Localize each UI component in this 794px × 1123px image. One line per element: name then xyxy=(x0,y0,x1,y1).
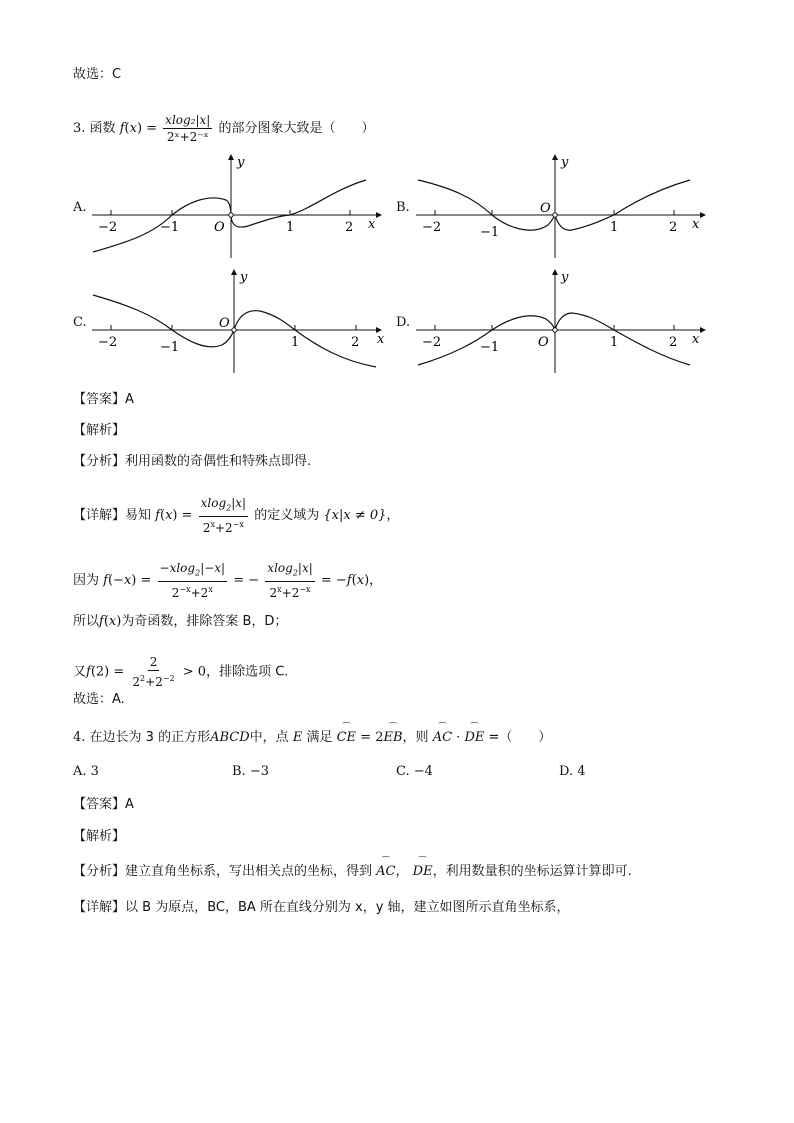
detail-text: 易知 xyxy=(125,508,152,524)
fenxi-tag: 【分析】 xyxy=(73,454,126,469)
q3-func-name: f xyxy=(119,121,125,136)
fenxi-text: 利用函数的奇偶性和特殊点即得. xyxy=(125,454,312,469)
graph-option-d xyxy=(412,265,707,375)
detail-text: 为奇函数，排除答案 B，D； xyxy=(121,614,288,629)
origin-label: O xyxy=(540,201,551,216)
tick-label: 1 xyxy=(610,335,619,350)
detail-text: 的定义域为 xyxy=(254,508,320,524)
detail-text: ， xyxy=(386,508,400,524)
x-axis-label: x xyxy=(692,217,700,232)
fenxi-text: ，利用数量积的坐标运算计算即可. xyxy=(432,864,632,879)
tick-label: 1 xyxy=(286,220,295,235)
fenxi-tag: 【分析】 xyxy=(73,864,126,879)
q4-stem-text: 中，点 xyxy=(249,730,289,745)
detail-tag: 【详解】 xyxy=(73,900,126,915)
q4-stem-text: 满足 xyxy=(306,730,333,745)
q4-analysis-heading: 【解析】 xyxy=(73,829,126,844)
fenxi-text: 建立直角坐标系，写出相关点的坐标，得到 xyxy=(125,864,373,879)
q4-option-c: C. −4 xyxy=(396,764,433,779)
q4-detail xyxy=(73,898,570,918)
q3-number: 3. xyxy=(73,121,86,136)
x-axis-label: x xyxy=(377,332,385,347)
point-e: E xyxy=(292,730,303,745)
q3-stem: 3. 函数 f(x) = $\frac{\text{xlog₂|x|}}{\text{2ˣ+2⁻ˣ}}$ 的部分图象大致是（ ） xyxy=(73,113,375,144)
q3-fraction xyxy=(163,112,212,145)
q3-analysis-heading: 【解析】 xyxy=(73,423,126,438)
tick-label: 1 xyxy=(610,220,619,235)
y-axis-label: y xyxy=(561,270,569,285)
domain-set: {x|x ≠ 0} xyxy=(323,508,387,524)
answer-value: A xyxy=(125,797,134,812)
detail-text: 所以 xyxy=(73,614,100,629)
tick-label: 2 xyxy=(669,335,678,350)
tick-label: 1 xyxy=(291,335,300,350)
option-c-label: C. xyxy=(73,315,87,330)
q4-stem-text: =（ ） xyxy=(488,730,552,745)
x-axis-label: x xyxy=(692,332,700,347)
tick-label: −2 xyxy=(98,220,118,235)
q3-detail-4: 又f(2) = $\frac{2}{2^2+2^{-2}}$ > 0，排除选项 C. xyxy=(73,655,289,689)
tick-label: −2 xyxy=(98,335,118,350)
tick-label: −1 xyxy=(480,225,500,240)
detail-text: 因为 xyxy=(73,573,100,589)
tick-label: 2 xyxy=(351,335,360,350)
q4-stem: 4. 在边长为 3 的正方形ABCD中，点 E 满足 ⁀ CE = 2⁀ EB，则 ⁀ AC · ⁀ DE =（ ） xyxy=(73,728,551,748)
detail-tag: 【详解】 xyxy=(73,508,126,524)
origin-label: O xyxy=(219,316,230,331)
q3-stem-prefix: 函数 xyxy=(89,121,116,136)
option-d-label: D. xyxy=(396,315,411,330)
answer-value: A xyxy=(125,392,134,407)
detail-text: ，排除选项 C. xyxy=(206,664,289,680)
square-name: ABCD xyxy=(210,730,250,745)
x-axis-label: x xyxy=(368,217,376,232)
answer-tag: 【答案】 xyxy=(73,392,126,407)
q4-stem-text: 在边长为 3 的正方形 xyxy=(89,730,211,745)
q3-numerator: xlog₂|x| xyxy=(165,113,211,127)
q4-option-a: A. 3 xyxy=(73,764,99,779)
q4-fenxi: 【分析】建立直角坐标系，写出相关点的坐标，得到 ⁀ AC， ⁀ DE，利用数量积的坐标运算计算即可. xyxy=(73,862,632,882)
q4-option-b: B. −3 xyxy=(232,764,269,779)
detail-text: 以 B 为原点，BC，BA 所在直线分别为 x，y 轴，建立如图所示直角坐标系， xyxy=(125,900,570,915)
q3-detail-2: 因为 f(−x) = $\frac{-xlog_2|-x|}{2^{-x}+2^x}$ = − $\frac{xlog_2|x|}{2^x+2^{-x}}$ = −f(x)， xyxy=(73,561,383,601)
previous-answer: 故选：C xyxy=(73,67,122,82)
q3-denominator: 2ˣ+2⁻ˣ xyxy=(166,130,209,144)
q3-answer xyxy=(73,390,134,410)
y-axis-label: y xyxy=(240,270,248,285)
tick-label: −2 xyxy=(422,220,442,235)
q3-detail-1: 【详解】易知 f(x) = $\frac{xlog_2|x|}{2^x+2^{-x}}$ 的定义域为 {x|x ≠ 0}， xyxy=(73,496,400,536)
graph-option-b xyxy=(412,150,707,260)
tick-label: −2 xyxy=(422,335,442,350)
origin-label: O xyxy=(538,335,549,350)
q3-func-var: x xyxy=(129,121,137,136)
q3-stem-suffix: 的部分图象大致是（ ） xyxy=(218,121,375,136)
q3-fenxi xyxy=(73,452,311,472)
q3-conclusion: 故选：A. xyxy=(73,692,125,707)
answer-tag: 【答案】 xyxy=(73,797,126,812)
q4-option-d: D. 4 xyxy=(559,764,586,779)
q4-stem-text: ，则 xyxy=(402,730,429,745)
detail-text: ， xyxy=(369,573,383,589)
q4-number: 4. xyxy=(73,730,86,745)
option-a-label: A. xyxy=(73,200,87,215)
tick-label: −1 xyxy=(160,220,180,235)
origin-label: O xyxy=(214,220,225,235)
tick-label: 2 xyxy=(345,220,354,235)
detail-text: 又 xyxy=(73,664,87,680)
option-b-label: B. xyxy=(396,200,410,215)
y-axis-label: y xyxy=(237,155,245,170)
graph-option-a xyxy=(88,150,383,260)
fenxi-text: ， xyxy=(395,864,409,879)
tick-label: 2 xyxy=(669,220,678,235)
tick-label: −1 xyxy=(480,340,500,355)
y-axis-label: y xyxy=(561,155,569,170)
q3-detail-3: 所以f(x)为奇函数，排除答案 B，D； xyxy=(73,614,288,629)
graph-option-c xyxy=(88,265,383,375)
tick-label: −1 xyxy=(160,340,180,355)
q4-answer xyxy=(73,795,134,815)
